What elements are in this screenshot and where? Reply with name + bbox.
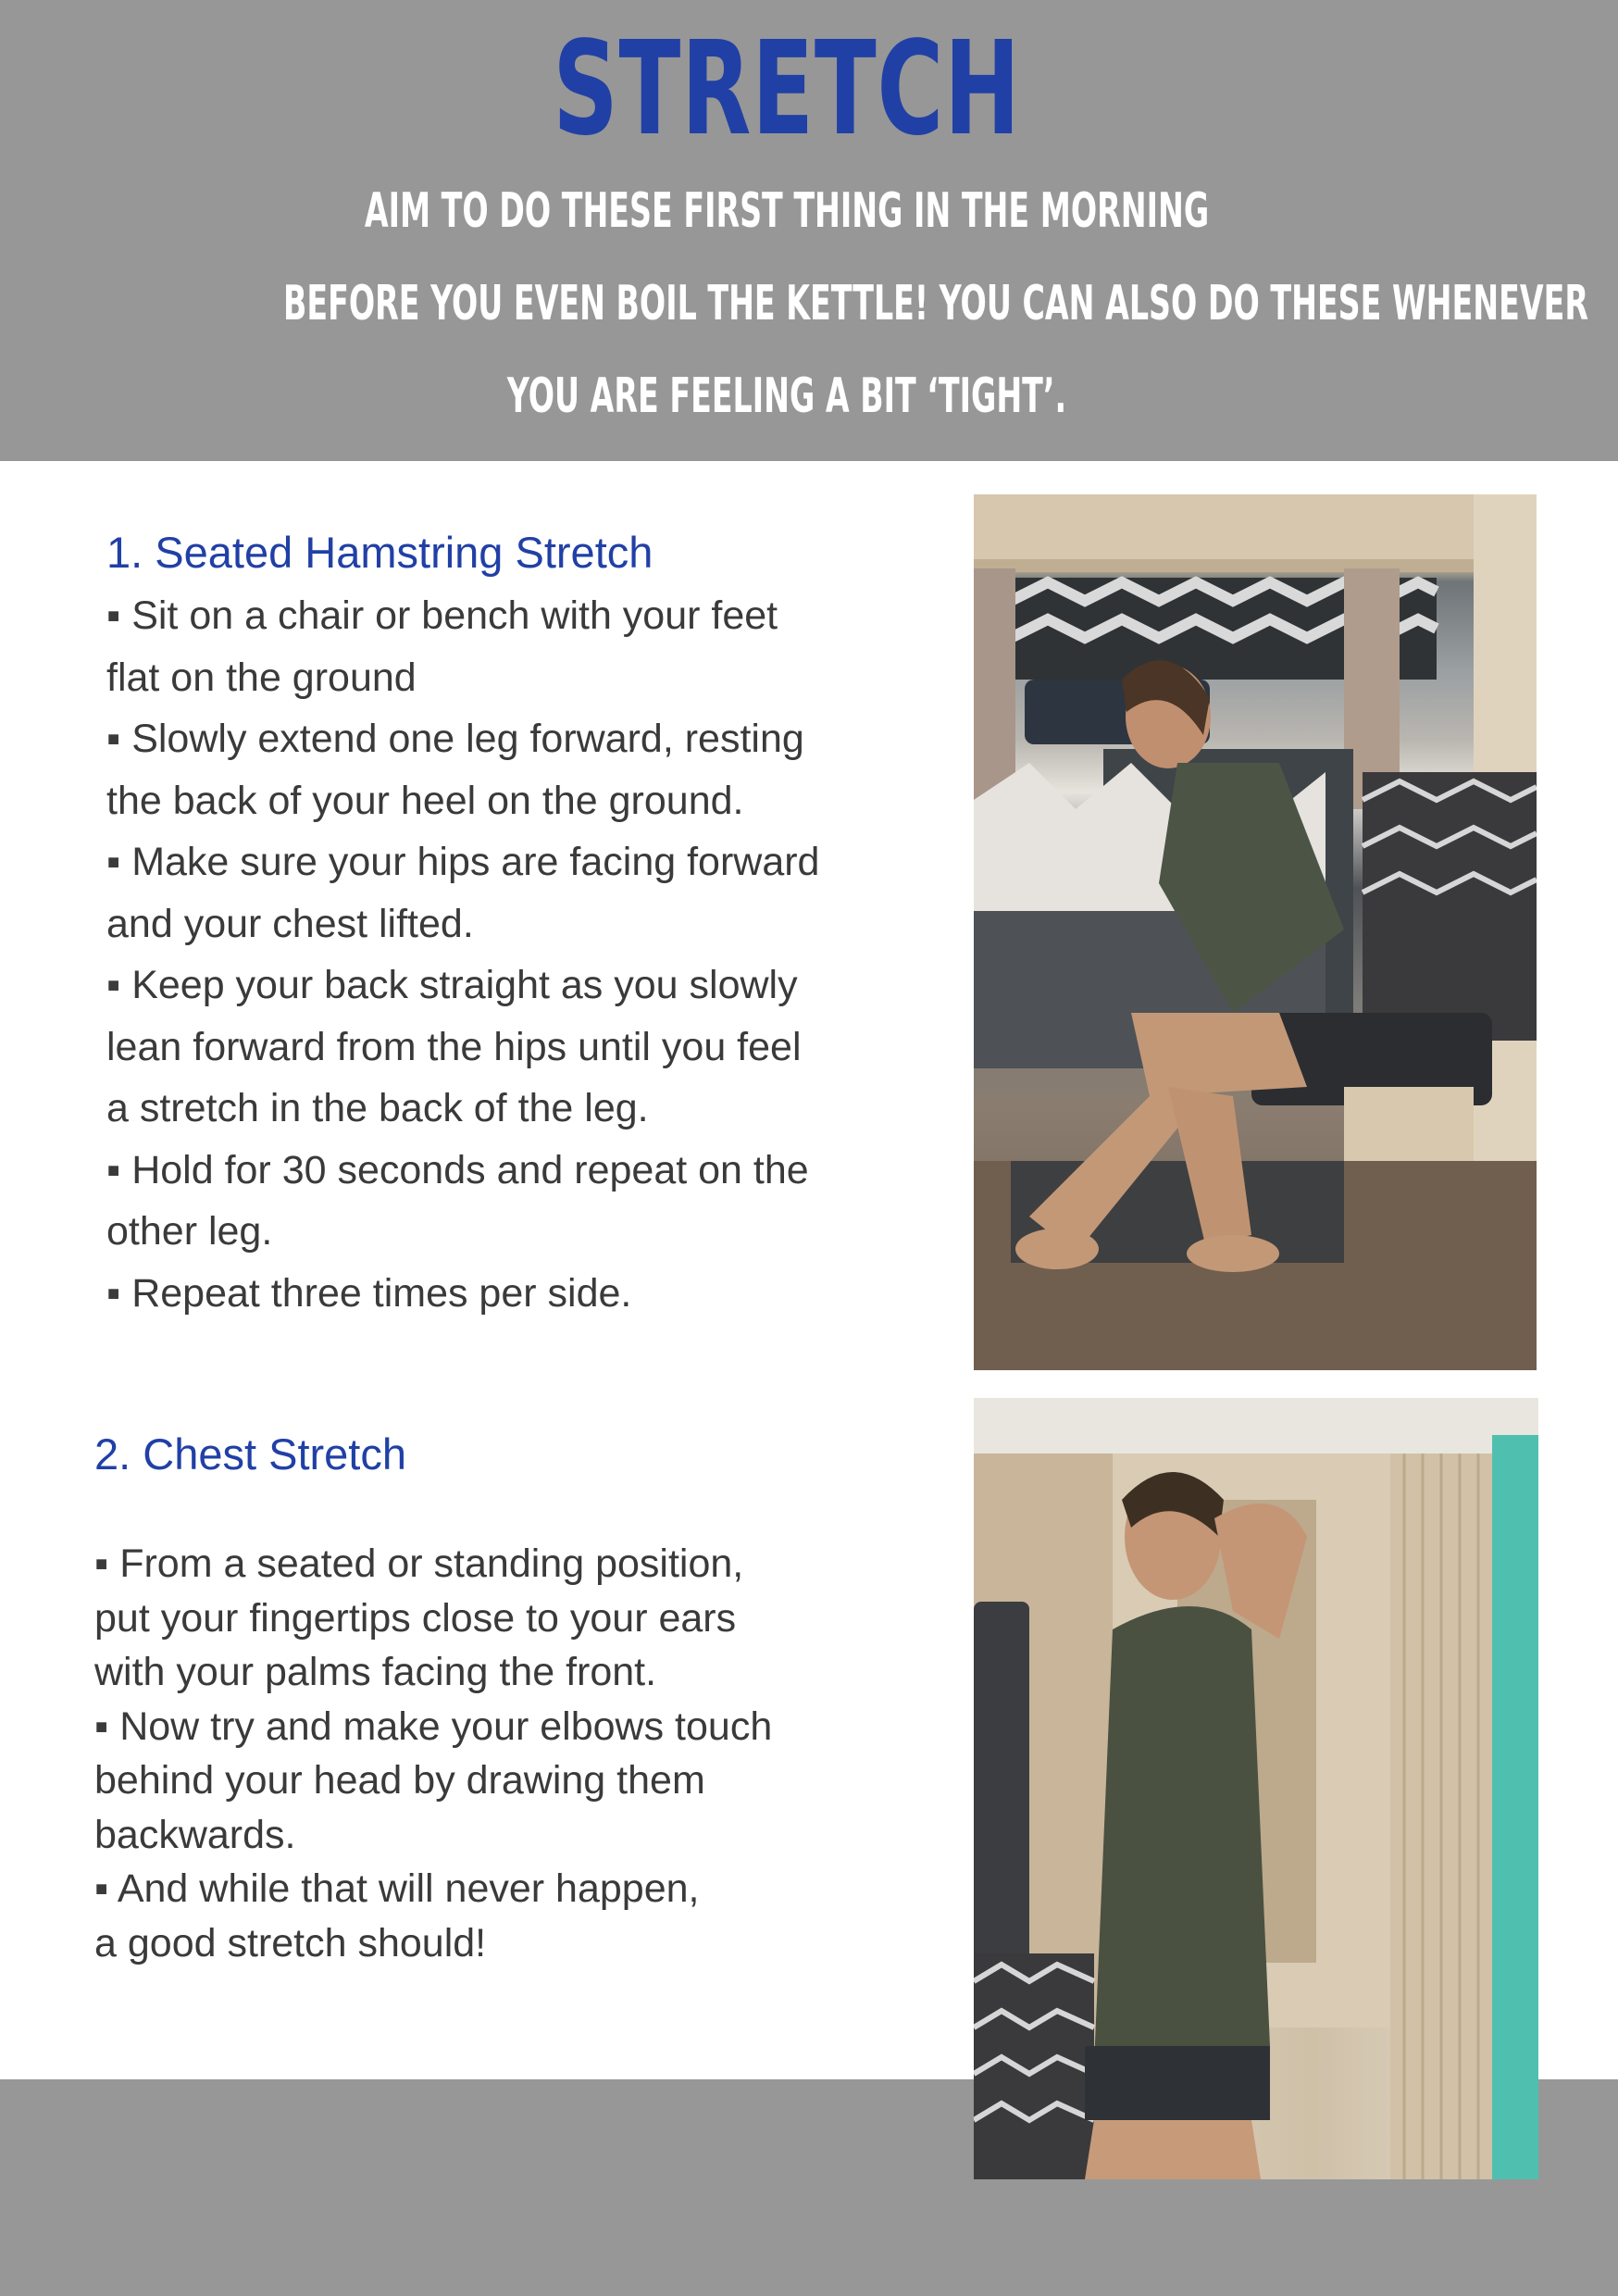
- section-2-line: with your palms facing the front.: [94, 1650, 657, 1694]
- section-1-line: the back of your heel on the ground.: [106, 778, 744, 823]
- section-2-line: ▪ Now try and make your elbows touch: [94, 1703, 773, 1749]
- section-2-line: ▪ From a seated or standing position,: [94, 1541, 744, 1586]
- section-1-line: ▪ Repeat three times per side.: [106, 1270, 632, 1316]
- section-2-line: ▪ And while that will never happen,: [94, 1866, 700, 1911]
- section-1-line: ▪ Make sure your hips are facing forward: [106, 840, 820, 884]
- section-1-line: other leg.: [106, 1209, 273, 1254]
- subtitle-line-1: AIM TO DO THESE FIRST THING IN THE MORNING: [364, 183, 1210, 239]
- section-2-title: 2. Chest Stretch: [94, 1429, 406, 1479]
- hamstring-stretch-photo: [974, 494, 1537, 1370]
- section-2-line: put your fingertips close to your ears: [94, 1595, 737, 1641]
- chest-stretch-photo: [974, 1398, 1538, 2179]
- section-1-line: ▪ Slowly extend one leg forward, resting: [106, 717, 804, 761]
- page-title: STRETCH: [553, 14, 1021, 165]
- section-1-line: ▪ Hold for 30 seconds and repeat on the: [106, 1147, 809, 1192]
- section-2-line: a good stretch should!: [94, 1920, 487, 1965]
- section-1-line: a stretch in the back of the leg.: [106, 1086, 649, 1130]
- section-1-line: ▪ Sit on a chair or bench with your feet: [106, 593, 778, 638]
- section-1-line: ▪ Keep your back straight as you slowly: [106, 963, 798, 1007]
- subtitle-line-3: YOU ARE FEELING A BIT ‘TIGHT’.: [506, 368, 1067, 424]
- section-1-line: flat on the ground: [106, 655, 417, 700]
- section-1-title: 1. Seated Hamstring Stretch: [106, 528, 653, 577]
- section-1-line: and your chest lifted.: [106, 901, 474, 946]
- section-2-line: backwards.: [94, 1812, 296, 1857]
- section-1-body: [106, 585, 921, 1324]
- section-2-line: behind your head by drawing them: [94, 1758, 705, 1803]
- section-2-body: [94, 1537, 927, 1970]
- subtitle-line-2: BEFORE YOU EVEN BOIL THE KETTLE! YOU CAN ALSO DO THESE WHENEVER: [283, 276, 1588, 331]
- section-1-line: lean forward from the hips until you feel: [106, 1024, 802, 1069]
